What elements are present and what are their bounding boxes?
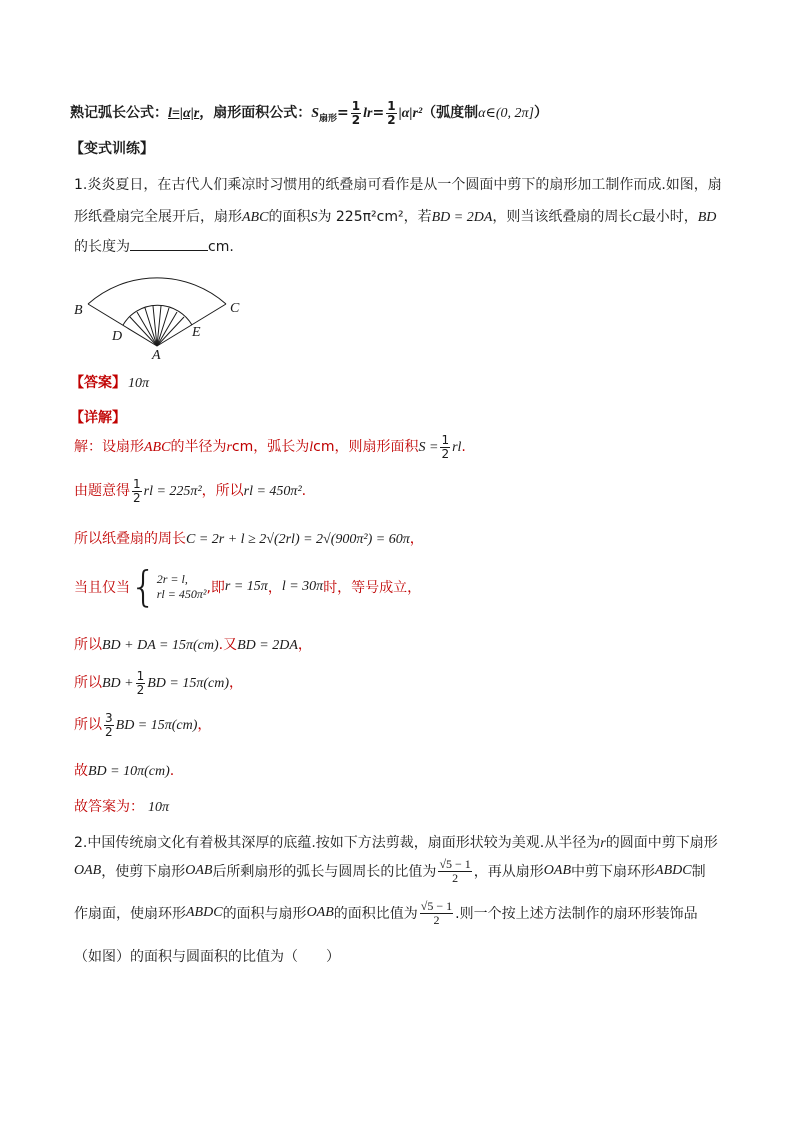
s1-S: S = [418, 440, 439, 456]
q1-l3b: cm. [208, 239, 234, 255]
s2-half-den: 2 [133, 490, 141, 505]
half-fraction-1 [351, 100, 361, 126]
s1c: cm，弧长为 [231, 439, 310, 456]
s6-half [136, 670, 146, 696]
s9a: 故答案为： [74, 799, 144, 815]
s1-half-den: 2 [441, 446, 450, 461]
q2-ratio-den-2: 2 [433, 912, 440, 927]
s5b: BD + DA = 15π(cm) [102, 638, 219, 653]
detail-step-5 [74, 634, 312, 654]
s4-l: l = 30π [281, 579, 324, 594]
s6-half-den: 2 [136, 682, 145, 697]
q2-line1 [74, 832, 718, 852]
q1-abc: ABC [242, 210, 269, 225]
q2-oab-3: OAB [543, 863, 572, 879]
s4-r: r = 15π [224, 579, 268, 594]
answer-value: 10π [128, 376, 150, 391]
label-C: C [230, 301, 240, 316]
s8a: 故 [74, 763, 88, 779]
s5a: 所以 [74, 637, 102, 653]
s1-abc: ABC [144, 440, 171, 456]
s7b: BD = 15π(cm) [115, 718, 198, 734]
q2-l3c: 的面积与扇形 [222, 906, 307, 923]
detail-step-8 [74, 760, 174, 780]
half-den: 2 [351, 112, 361, 127]
s7-frac [104, 712, 114, 738]
s4c: ， [267, 580, 282, 596]
s3b: C = 2r + l ≥ 2√(2rl) = 2√(900π²) = 60π [186, 532, 410, 547]
detail-step-1 [74, 434, 466, 460]
s4-sys2: rl = 450π² [156, 587, 207, 601]
q2-ratio-den: 2 [452, 870, 459, 885]
fan-ribs [130, 306, 184, 346]
q2-ratio-num-2: √5 − 1 [420, 899, 453, 913]
q2-oab-4: OAB [306, 905, 334, 921]
q2-ratio-2 [420, 900, 453, 926]
area-subscript: 扇形 [319, 113, 338, 124]
q2-ratio-1 [438, 858, 471, 884]
s4d: 时，等号成立， [323, 580, 422, 596]
s6a: 所以 [74, 675, 102, 692]
eq-sign-2: = [372, 105, 385, 122]
domain-expr: α∈(0, 2π] [478, 106, 534, 122]
s8-end: . [169, 763, 175, 779]
s3-end: ， [409, 531, 424, 547]
detail-step-2 [74, 478, 306, 504]
tail-open: （弧度制 [422, 105, 479, 122]
answer-line [70, 372, 149, 392]
s6-end: ， [229, 675, 244, 692]
variant-heading: 【变式训练】 [70, 141, 154, 157]
s9b: 10π [148, 800, 170, 815]
label-E: E [192, 325, 201, 340]
s3a: 所以纸叠扇的周长 [74, 531, 186, 547]
fan-figure [70, 262, 260, 362]
s2a: 由题意得 [74, 483, 130, 500]
q2-l2i: 制 [691, 864, 706, 881]
label-B: B [74, 303, 83, 318]
s1-half [440, 434, 450, 460]
s1b: 的半径为 [170, 439, 227, 456]
s7-num: 3 [105, 711, 113, 725]
s2-half [132, 478, 142, 504]
detail-step-4 [74, 562, 422, 611]
s5c: .又 [218, 637, 238, 653]
half-fraction-2 [386, 100, 396, 126]
detail-step-9 [74, 796, 169, 816]
s6c: BD = 15π(cm) [147, 676, 230, 692]
s6b: BD + [102, 676, 134, 692]
s4a: 当且仅当 [74, 580, 130, 596]
detail-step-7 [74, 712, 211, 738]
q2-l2d: 后所剩扇形的弧长与圆周长的比值为 [212, 864, 437, 881]
brace-symbol: { [130, 562, 157, 611]
q1-line3 [74, 236, 234, 256]
label-A: A [152, 348, 161, 362]
s1-r: r [226, 440, 232, 456]
s1-rl: rl [452, 440, 462, 456]
s1-half-num: 1 [441, 433, 450, 447]
formula-note [70, 100, 548, 126]
q2-ratio-num: √5 − 1 [439, 857, 471, 871]
q1-l3a: 的长度为 [74, 239, 130, 255]
s1d: cm，则扇形面积 [313, 439, 419, 456]
half-den-2: 2 [387, 112, 396, 127]
s7-end: ， [197, 717, 212, 734]
detail-step-6 [74, 670, 243, 696]
q1-l2b: 的面积 [268, 209, 311, 225]
q2-abdc-2: ABDC [186, 905, 223, 921]
q2-l3a: 作扇面，使扇环形 [74, 906, 186, 923]
s2-half-num: 1 [133, 477, 141, 491]
q1-line1: 1.炎炎夏日，在古代人们乘凉时习惯用的纸叠扇可看作是从一个圆面中剪下的扇形加工制作而成.如图，扇 [74, 177, 722, 193]
s4-sys1: 2r = l, [156, 572, 188, 586]
q1-line2 [74, 206, 716, 226]
q2-l3f: .则一个按上述方法制作的扇环形装饰品 [455, 906, 698, 923]
abs-ar2: |α|r² [398, 106, 423, 122]
s1-l: l [309, 440, 314, 456]
s4b: ,即 [206, 580, 225, 596]
lr-term: lr [363, 106, 373, 122]
q2-line3 [74, 900, 698, 926]
q1-bd-eq: BD = 2DA [431, 210, 493, 225]
q2-l2b: ，使剪下扇形 [101, 864, 186, 881]
q1-l2c: 为 225π²cm²，若 [317, 209, 432, 225]
arc-formula: l=|α|r [168, 106, 200, 122]
label-D: D [112, 329, 123, 344]
radius-AB [88, 304, 157, 346]
q1-s: S [310, 210, 318, 225]
q2-oab-1: OAB [74, 863, 102, 879]
s4-system [157, 572, 207, 602]
q2-line4: （如图）的面积与圆面积的比值为（ ） [74, 949, 340, 965]
s2-end: . [301, 483, 307, 500]
q2-r: r [600, 836, 606, 851]
s2b: rl = 225π² [143, 484, 202, 500]
q2-l1a: 2.中国传统扇文化有着极其深厚的底蕴.按如下方法剪裁，扇面形状较为美观.从半径为 [74, 835, 601, 851]
half-num: 1 [351, 99, 361, 113]
q2-l2g: 中剪下扇环形 [571, 864, 656, 881]
s8b: BD = 10π(cm) [88, 764, 170, 779]
s7a: 所以 [74, 717, 102, 734]
formula-lead: 熟记弧长公式： [70, 105, 168, 122]
q2-l3e: 的面积比值为 [333, 906, 418, 923]
tail-close: ） [533, 105, 548, 122]
s6-half-num: 1 [136, 669, 145, 683]
q2-l2e: ，再从扇形 [473, 864, 544, 881]
half-num-2: 1 [387, 99, 396, 113]
q1-l2d: ，则当该纸叠扇的周长 [492, 209, 633, 225]
s2c: ，所以 [201, 483, 244, 500]
q2-l1b: 的圆面中剪下扇形 [605, 835, 718, 851]
q1-c: C [632, 210, 642, 225]
q1-l2e: 最小时， [641, 209, 698, 225]
detail-label: 【详解】 [70, 410, 126, 426]
outer-arc [88, 278, 226, 304]
q1-l2a: 形纸叠扇完全展开后，扇形 [74, 209, 242, 225]
answer-blank[interactable] [130, 237, 208, 251]
detail-step-3 [74, 528, 424, 548]
s7-den: 2 [105, 724, 113, 739]
s5-end: ， [297, 637, 312, 653]
q2-oab-2: OAB [185, 863, 213, 879]
answer-label: 【答案】 [70, 375, 126, 391]
s1a: 解：设扇形 [74, 439, 144, 456]
s5d: BD = 2DA [237, 638, 298, 653]
inner-arc [123, 305, 192, 325]
formula-mid: ，扇形面积公式： [199, 105, 312, 122]
q1-bd: BD [697, 210, 717, 225]
area-symbol: S [311, 106, 320, 122]
eq-sign-1: = [337, 105, 349, 122]
s2d: rl = 450π² [243, 484, 302, 500]
q2-line2 [74, 858, 706, 884]
q2-abdc-1: ABDC [655, 863, 692, 879]
s1-end: . [461, 439, 466, 456]
